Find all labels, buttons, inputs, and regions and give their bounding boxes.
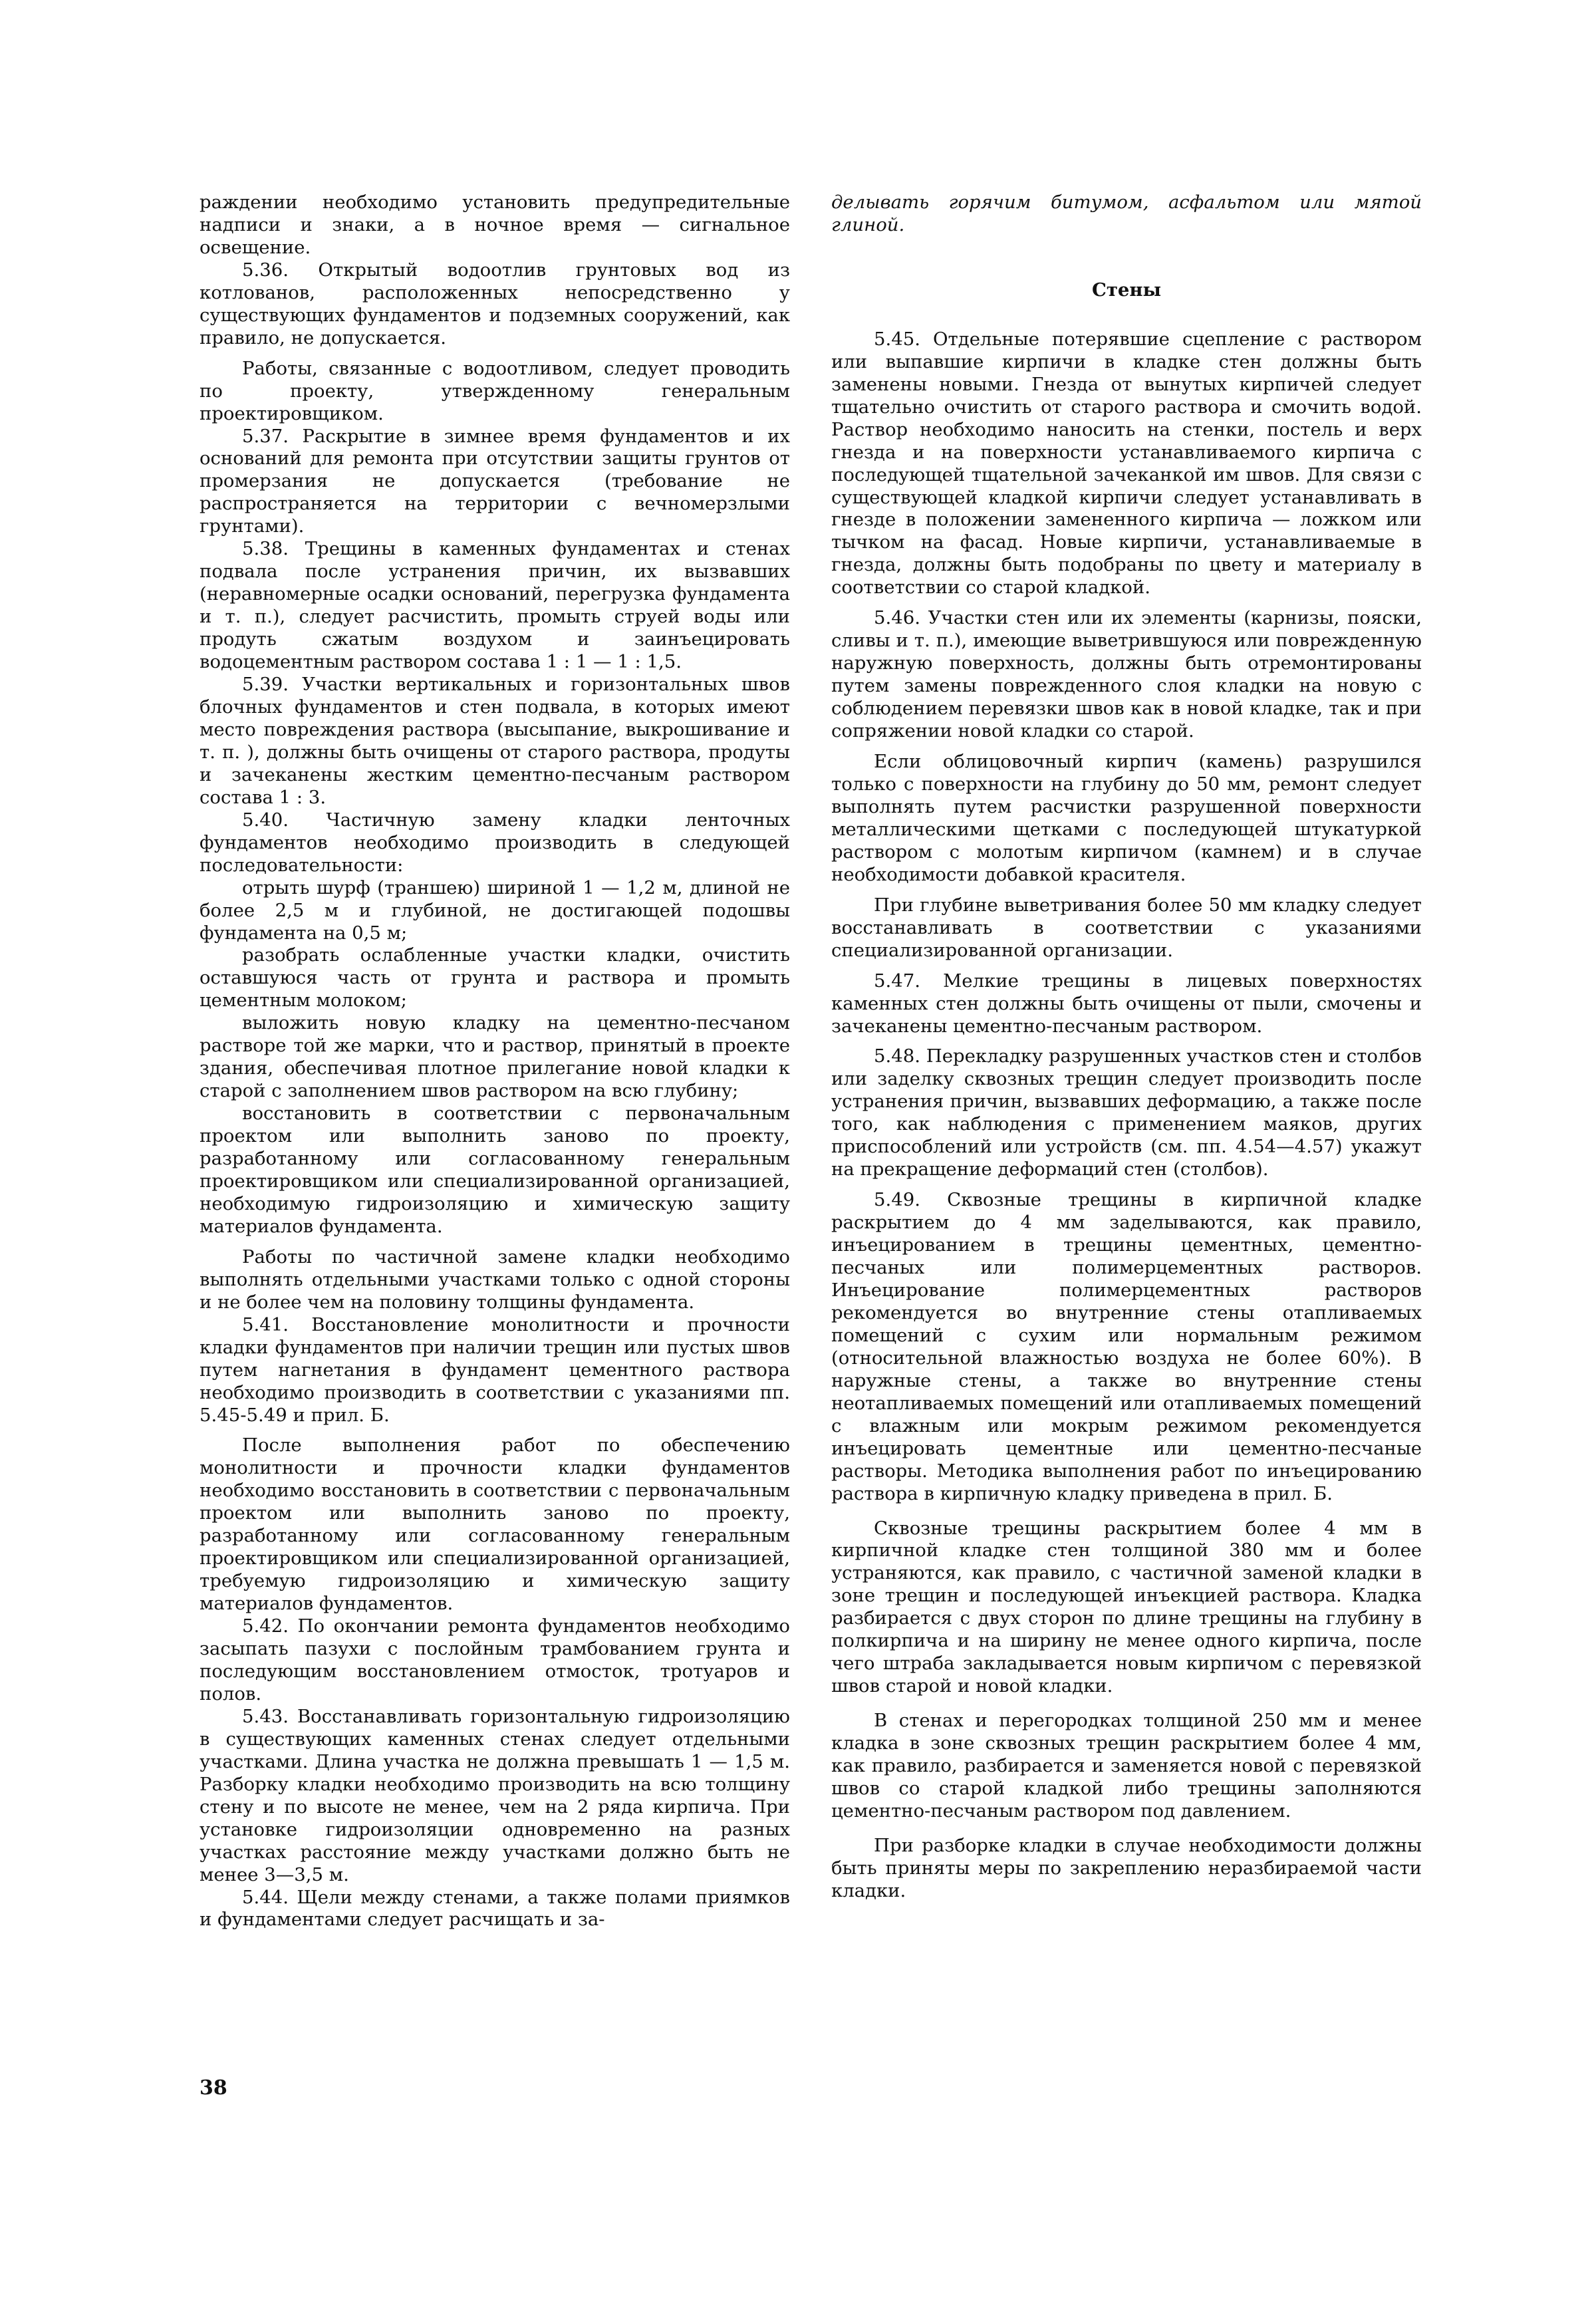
right-paragraphs	[831, 329, 1422, 1903]
paragraph: Если облицовочный кирпич (камень) разрушился только с поверхности на глубину до 50 мм, ремонт следует выполнять путем расчистки разрушенной поверхности металлическими щетками с последующей штукатуркой раствором с молотым кирпичом (камнем) и в случае необходимости добавкой красителя.	[831, 751, 1422, 885]
paragraph: Работы, связанные с водоотливом, следует проводить по проекту, утвержденному генеральным проектировщиком.	[200, 357, 790, 424]
paragraph: отрыть шурф (траншею) шириной 1 — 1,2 м, длиной не более 2,5 м и глубиной, не достигающей подошвы фундамента на 0,5 м;	[200, 877, 790, 944]
paragraph: При разборке кладки в случае необходимости должны быть приняты меры по закреплению неразбираемой части кладки.	[831, 1834, 1422, 1901]
paragraph: При глубине выветривания более 50 мм кладку следует восстанавливать в соответствии с указаниями специализированной организации.	[831, 894, 1422, 961]
paragraph: 5.40. Частичную замену кладки ленточных фундаментов необходимо производить в следующей последовательности:	[200, 809, 790, 876]
paragraph: 5.45. Отдельные потерявшие сцепление с раствором или выпавшие кирпичи в кладке стен должны быть заменены новыми. Гнезда от вынутых кирпичей следует тщательно очистить от старого раствора и смочить водой. Раствор необходимо наносить на стенки, постель и верх гнезда и на поверхности устанавливаемого кирпича с последующей тщательной зачеканкой им швов. Для связи с существующей кладкой кирпичи следует устанавливать в гнезде в положении замененного кирпича — ложком или тычком на фасад. Новые кирпичи, устанавливаемые в гнезда, должны быть подобраны по цвету и материалу в соответствии со старой кладкой.	[831, 328, 1422, 599]
paragraph: 5.36. Открытый водоотлив грунтовых вод из котлованов, расположенных непосредственно у существующих фундаментов и подземных сооружений, как правило, не допускается.	[200, 259, 790, 348]
paragraph: 5.43. Восстанавливать горизонтальную гидроизоляцию в существующих каменных стенах следует отдельными участками. Длина участка не должна превышать 1 — 1,5 м. Разборку кладки необходимо производить на всю толщину стену и по высоте не менее, чем на 2 ряда кирпича. При установке гидроизоляции одновременно на разных участках расстояние между участками должно быть не менее 3—3,5 м.	[200, 1705, 790, 1885]
paragraph: 5.42. По окончании ремонта фундаментов необходимо засыпать пазухи с послойным трамбованием грунта и последующим восстановлением отмосток, тротуаров и полов.	[200, 1615, 790, 1705]
paragraph: 5.38. Трещины в каменных фундаментах и стенах подвала после устранения причин, их вызвавших (неравномерные осадки оснований, перегрузка фундамента и т. п.), следует расчистить, промыть струей воды или продуть сжатым воздухом и заинъецировать водоцементным раствором состава 1 : 1 — 1 : 1,5.	[200, 538, 790, 673]
page-number: 38	[200, 2076, 227, 2100]
paragraph: раждении необходимо установить предупредительные надписи и знаки, а в ночное время — сигнальное освещение.	[200, 192, 790, 258]
left-column	[200, 192, 790, 1931]
right-column	[831, 192, 1422, 1903]
continued-text: делывать горячим битумом, асфальтом или мятой глиной.	[831, 192, 1422, 235]
paragraph: После выполнения работ по обеспечению монолитности и прочности кладки фундаментов необходимо восстановить в соответствии с первоначальным проектом или выполнить заново по проекту, разработанному или согласованному генеральным проектировщиком или специализированной организацией, требуемую гидроизоляцию и химическую защиту материалов фундаментов.	[200, 1434, 790, 1615]
paragraph: разобрать ослабленные участки кладки, очистить оставшуюся часть от грунта и раствора и промыть цементным молоком;	[200, 944, 790, 1012]
paragraph: Работы по частичной замене кладки необходимо выполнять отдельными участками только с одной стороны и не более чем на половину толщины фундамента.	[200, 1246, 790, 1313]
paragraph: 5.39. Участки вертикальных и горизонтальных швов блочных фундаментов и стен подвала, в которых имеют место повреждения раствора (высыпание, выкрошивание и т. п. ), должны быть очищены от старого раствора, продуты и зачеканены жестким цементно-песчаным раствором состава 1 : 3.	[200, 674, 790, 808]
paragraph: 5.44. Щели между стенами, а также полами приямков и фундаментами следует расчищать и за-	[200, 1886, 790, 1931]
paragraph: выложить новую кладку на цементно-песчаном растворе той же марки, что и раствор, принятый в проекте здания, обеспечивая плотное прилегание новой кладки к старой с заполнением швов раствором на всю глубину;	[200, 1012, 790, 1102]
paragraph: 5.41. Восстановление монолитности и прочности кладки фундаментов при наличии трещин или пустых швов путем нагнетания в фундамент цементного раствора необходимо производить в соответствии с указаниями пп. 5.45-5.49 и прил. Б.	[200, 1313, 790, 1426]
paragraph: 5.48. Перекладку разрушенных участков стен и столбов или заделку сквозных трещин следует производить после устранения причин, вызвавших деформацию, а также после того, как наблюдения с применением маяков, других приспособлений или устройств (см. пп. 4.54—4.57) укажут на прекращение деформаций стен (столбов).	[831, 1045, 1422, 1180]
paragraph: восстановить в соответствии с первоначальным проектом или выполнить заново по проекту, разработанному или согласованному генеральным проектировщиком или специализированной организацией, необходимую гидроизоляцию и химическую защиту материалов фундамента.	[200, 1103, 790, 1237]
paragraph: 5.47. Мелкие трещины в лицевых поверхностях каменных стен должны быть очищены от пыли, смочены и зачеканены цементно-песчаным раствором.	[831, 970, 1422, 1037]
paragraph: 5.46. Участки стен или их элементы (карнизы, пояски, сливы и т. п.), имеющие выветрившуюся или поврежденную наружную поверхность, должны быть отремонтированы путем замены поврежденного слоя кладки на новую с соблюдением перевязки швов как в новой кладке, так и при сопряжении новой кладки со старой.	[831, 607, 1422, 742]
paragraph: Сквозные трещины раскрытием более 4 мм в кирпичной кладке стен толщиной 380 мм и более устраняются, как правило, с частичной заменой кладки в зоне трещин и последующей инъекцией раствора. Кладка разбирается с двух сторон по длине трещины на глубину в полкирпича и на ширину не менее одного кирпича, после чего штраба закладывается новым кирпичом с перевязкой швов старой и новой кладки.	[831, 1517, 1422, 1697]
section-heading: Стены	[1091, 279, 1162, 301]
paragraph: В стенах и перегородках толщиной 250 мм и менее кладка в зоне сквозных трещин раскрытием более 4 мм, как правило, разбирается и заменяется новой с перевязкой швов со старой кладкой либо трещины заполняются цементно-песчаным раствором под давлением.	[831, 1710, 1422, 1822]
paragraph: 5.37. Раскрытие в зимнее время фундаментов и их оснований для ремонта при отсутствии защиты грунтов от промерзания не допускается (требование не распространяется на территории с вечномерзлыми грунтами).	[200, 425, 790, 537]
paragraph: 5.49. Сквозные трещины в кирпичной кладке раскрытием до 4 мм заделываются, как правило, инъецированием в трещины цементных, цементно-песчаных или полимерцементных растворов. Инъецирование полимерцементных растворов рекомендуется во внутренние стены отапливаемых помещений с сухим или нормальным режимом (относительной влажностью воздуха не более 60%). В наружные стены, а также во внутренние стены неотапливаемых помещений или отапливаемых помещений с влажным или мокрым режимом рекомендуется инъецировать цементные или цементно-песчаные растворы. Методика выполнения работ по инъецированию раствора в кирпичную кладку приведена в прил. Б.	[831, 1189, 1422, 1504]
